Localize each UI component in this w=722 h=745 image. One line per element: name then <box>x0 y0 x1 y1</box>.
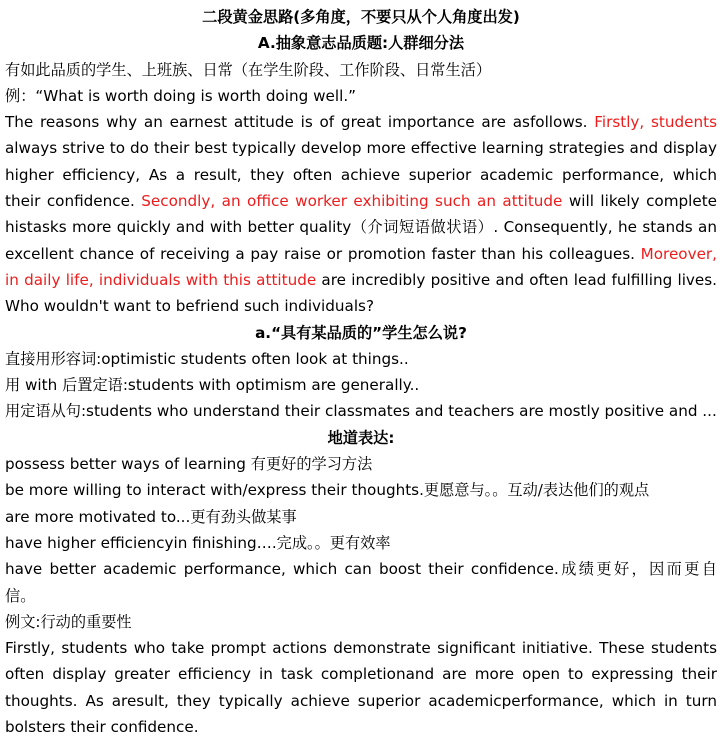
para1-text: excellent chance of receiving a pay raise or promotion faster than his colleagues. <box>5 244 641 263</box>
para1-highlight: Firstly, students <box>594 113 717 132</box>
para1-text: higher efficiency, As a result, they often achieve superior academic performance, which <box>5 165 717 184</box>
way-item: 用 with 后置定语:students with optimism are generally.. <box>5 376 420 395</box>
way-item: 直接用形容词:optimistic students often look at things.. <box>5 349 409 368</box>
expression-item: have higher efficiencyin finishing….完成。。更有效率 <box>5 533 391 552</box>
page-title: 二段黄金思路(多角度，不要只从个人角度出发) <box>202 8 520 26</box>
para2-line: bolsters their confidence. <box>5 718 199 737</box>
para1-line-3 <box>5 162 717 188</box>
expression-item: be more willing to interact with/express their thoughts.更愿意与。。互动/表达他们的观点 <box>5 481 650 500</box>
para1-line-6 <box>5 241 717 267</box>
para1-text: are incredibly positive and often lead fulfilling lives. <box>316 270 717 289</box>
para1-line-7 <box>5 267 717 293</box>
para1-text: Who wouldn't want to befriend such individuals? <box>5 297 375 316</box>
para1-text: their confidence. <box>5 192 142 211</box>
way-item: 用定语从句:students who understand their classmates and teachers are mostly positive and ... <box>5 402 717 421</box>
para1-text: histasks more quickly and with better quality（介词短语做状语）. Consequently, he stands an <box>5 218 717 237</box>
para1-line-2 <box>5 135 717 161</box>
para1-highlight: in daily life, individuals with this attitude <box>5 270 317 289</box>
section-heading-idiom: 地道表达: <box>327 428 395 447</box>
section-heading-a2: a.“具有某品质的”学生怎么说? <box>255 323 467 342</box>
expression-item: are more motivated to...更有劲头做某事 <box>5 507 297 526</box>
expression-item-continued: 信。 <box>5 586 36 605</box>
para1-line-4 <box>5 188 717 214</box>
para1-line-8 <box>5 293 717 319</box>
para2-line: thoughts. As aresult, they typically achieve superior academicperformance, which in turn <box>5 691 717 710</box>
expression-item: possess better ways of learning 有更好的学习方法 <box>5 455 373 474</box>
para2-line: Firstly, students who take prompt actions demonstrate significant initiative. These students <box>5 639 717 658</box>
para1-highlight: Moreover, <box>640 244 717 263</box>
para1-text: will likely complete <box>562 192 717 211</box>
para1-text: The reasons why an earnest attitude is of great importance are asfollows. <box>5 113 595 132</box>
para1-line-1 <box>5 109 717 135</box>
example-essay-label: 例文:行动的重要性 <box>5 612 132 631</box>
para1-text: always strive to do their best typically develop more effective learning strategies and display <box>5 139 717 158</box>
para1-highlight: Secondly, an office worker exhibiting such an attitude <box>141 192 563 211</box>
intro-line: 有如此品质的学生、上班族、日常（在学生阶段、工作阶段、日常生活） <box>5 60 491 79</box>
example-quote: 例：“What is worth doing is worth doing well.” <box>5 86 357 105</box>
expression-item: have better academic performance, which can boost their confidence.成绩更好，因而更自 <box>5 560 717 579</box>
section-heading-a: A.抽象意志品质题:人群细分法 <box>257 34 465 53</box>
para1-line-5 <box>5 214 717 240</box>
para2-line: often display greater efficiency in task completionand are more open to expressing their <box>5 665 717 684</box>
